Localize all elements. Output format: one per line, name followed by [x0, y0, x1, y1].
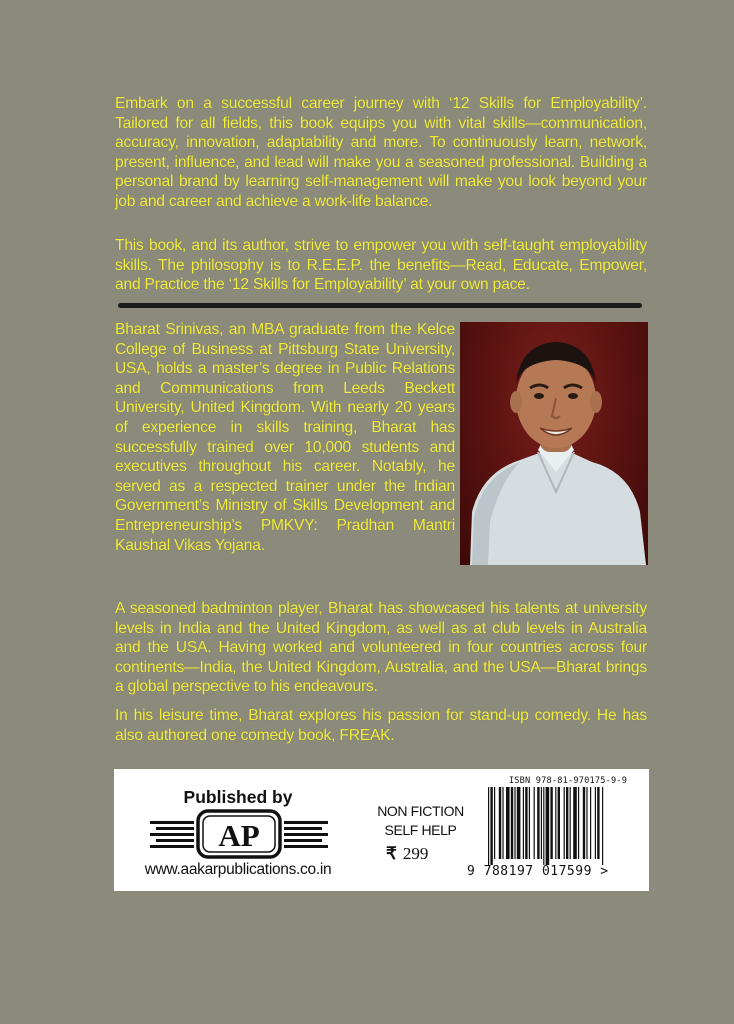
barcode-bar [494, 787, 495, 859]
publisher-website: www.aakarpublications.co.in [144, 861, 332, 878]
barcode-bar [523, 787, 524, 859]
barcode [486, 787, 646, 865]
philosophy-paragraph: This book, and its author, strive to empower you with self-taught employability skills. The philosophy is to R.E.E.P. the benefits—Read, Educate, Empower, and Practice the ‘12 Skills for Employability’ at your own pace. [115, 237, 647, 294]
barcode-bar [514, 787, 515, 859]
barcode-bar [499, 787, 501, 859]
barcode-bar [525, 787, 527, 859]
barcode-bar [506, 787, 510, 859]
barcode-bar [490, 787, 492, 865]
published-by-label: Published by [183, 787, 293, 807]
price-label [386, 844, 428, 864]
barcode-bar [511, 787, 513, 859]
publisher-logo [150, 807, 328, 861]
barcode-bar [546, 787, 550, 865]
isbn-label: ISBN 978-81-970175-9-9 [508, 776, 628, 786]
genre-line-2: SELF HELP [384, 822, 457, 838]
barcode-bar [564, 787, 565, 859]
barcode-digits: 9 788197 017599 > [467, 864, 609, 879]
barcode-bar [566, 787, 568, 859]
barcode-bar [488, 787, 489, 865]
barcode-bar [541, 787, 542, 859]
leisure-paragraph: In his leisure time, Bharat explores his passion for stand-up comedy. He has also authored one comedy book, FREAK. [115, 707, 647, 744]
barcode-bar [529, 787, 530, 859]
barcode-bar [595, 787, 596, 859]
barcode-bar [537, 787, 539, 859]
barcode-bar [573, 787, 577, 859]
barcode-bar [517, 787, 521, 859]
barcode-bar [550, 787, 552, 859]
barcode-bar [583, 787, 585, 859]
barcode-bar [578, 787, 579, 859]
barcode-bar [555, 787, 556, 859]
divider-line [118, 303, 642, 308]
barcode-bar [597, 787, 599, 859]
barcode-bar [570, 787, 571, 859]
svg-text:AP: AP [218, 818, 260, 853]
author-bio-paragraph: Bharat Srinivas, an MBA graduate from the Kelce College of Business at Pittsburg State University, USA, holds a master’s degree in Public Relations and Communications from Leeds Beckett University, United Kingdom. With nearly 20 years of experience in skills training, Bharat has successfully trained over 10,000 students and executives throughout his career. Notably, he served as a respected trainer under the Indian Government’s Ministry of Skills Development and Entrepreneurship’s PMKVY: Pradhan Mantri Kaushal Vikas Yojana. [115, 321, 455, 554]
barcode-bar [502, 787, 503, 859]
badminton-paragraph: A seasoned badminton player, Bharat has showcased his talents at university levels in India and the United Kingdom, as well as at club levels in Australia and the USA. Having worked and volunteered in four countries across four continents—India, the United Kingdom, Australia, and the USA—Bharat brings a global perspective to his endeavours. [115, 600, 647, 696]
barcode-bar [586, 787, 587, 859]
barcode-bar [534, 787, 535, 859]
barcode-bar [602, 787, 603, 865]
author-photo [460, 322, 648, 565]
genre-block [367, 802, 474, 840]
publisher-panel [114, 769, 649, 891]
genre-line-1: NON FICTION [377, 803, 464, 819]
price-amount: 299 [402, 844, 429, 863]
intro-paragraph: Embark on a successful career journey with ‘12 Skills for Employability’. Tailored for all fields, this book equips you with vital skills—communication, accuracy, innovation, adaptability and more. To continuously learn, network, present, influence, and lead will make you a seasoned professional. Building a personal brand by learning self-management will make you look beyond your job and career and achieve a work-life balance. [115, 95, 647, 210]
barcode-bar [590, 787, 591, 859]
rupee-symbol: ₹ [386, 844, 397, 863]
barcode-bar [558, 787, 560, 859]
barcode-bar [543, 787, 544, 865]
